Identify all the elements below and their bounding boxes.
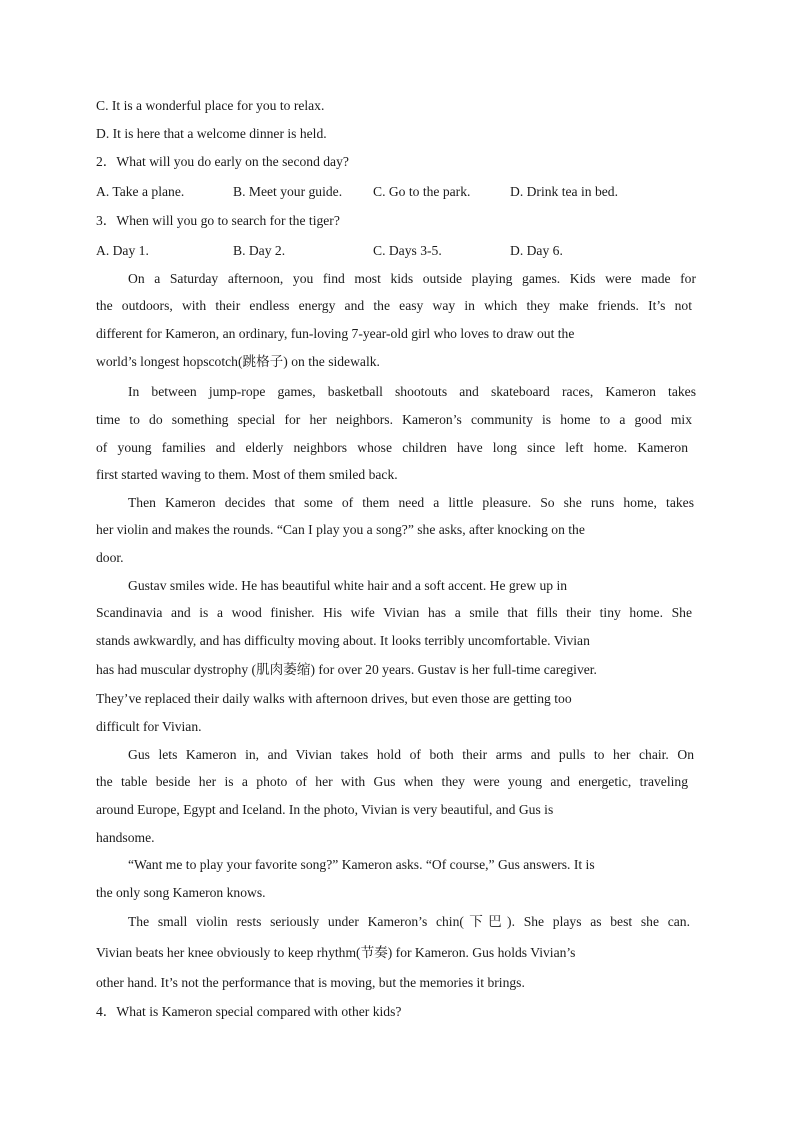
q1-option-d: D. It is here that a welcome dinner is held. — [96, 126, 327, 141]
passage-p4-line1: Gustav smiles wide. He has beautiful white hair and a soft accent. He grew up in — [128, 578, 568, 593]
q4-stem: 4．What is Kameron special compared with other kids? — [96, 1004, 402, 1019]
q2-options — [96, 182, 696, 202]
q3-stem: 3．When will you go to search for the tiger? — [96, 213, 340, 228]
q2-stem: 2．What will you do early on the second day? — [96, 154, 349, 169]
q3-option-a: A. Day 1. — [96, 243, 149, 258]
passage-p7-line2: Vivian beats her knee obviously to keep rhythm(节奏) for Kameron. Gus holds Vivian’s — [96, 945, 576, 960]
passage-p6-line1: “Want me to play your favorite song?” Kameron asks. “Of course,” Gus answers. It is — [128, 857, 595, 872]
passage-p3-line1: Then Kameron decides that some of them need a little pleasure. So she runs home, takes — [128, 495, 694, 510]
passage-p4-line2: Scandinavia and is a wood finisher. His wife Vivian has a smile that fills their tiny home. She — [96, 605, 692, 620]
q2-option-a: A. Take a plane. — [96, 184, 185, 199]
q1-option-c: C. It is a wonderful place for you to relax. — [96, 98, 325, 113]
q2-option-b: B. Meet your guide. — [233, 184, 343, 199]
passage-p4-line4: has had muscular dystrophy (肌肉萎缩) for over 20 years. Gustav is her full-time caregiver. — [96, 662, 597, 677]
passage-p6-line2: the only song Kameron knows. — [96, 885, 266, 900]
q2-option-c: C. Go to the park. — [373, 184, 471, 199]
q3-option-d: D. Day 6. — [510, 243, 563, 258]
passage-p7-line1: The small violin rests seriously under Kameron’s chin(下巴). She plays as best she can. — [128, 914, 690, 929]
passage-p3-line2: her violin and makes the rounds. “Can I play you a song?” she asks, after knocking on the — [96, 522, 585, 537]
passage-p5-line2: the table beside her is a photo of her with Gus when they were young and energetic, traveling — [96, 774, 688, 789]
passage-p1-line2: the outdoors, with their endless energy and the easy way in which they make friends. It’s not — [96, 298, 692, 313]
q2-option-d: D. Drink tea in bed. — [510, 184, 618, 199]
passage-p5-line1: Gus lets Kameron in, and Vivian takes hold of both their arms and pulls to her chair. On — [128, 747, 694, 762]
passage-p5-line3: around Europe, Egypt and Iceland. In the photo, Vivian is very beautiful, and Gus is — [96, 802, 554, 817]
passage-p3-line3: door. — [96, 550, 124, 565]
passage-p2-line4: first started waving to them. Most of them smiled back. — [96, 467, 398, 482]
passage-p2-line3: of young families and elderly neighbors whose children have long since left home. Kameron — [96, 440, 688, 455]
q3-option-b: B. Day 2. — [233, 243, 286, 258]
passage-p4-line5: They’ve replaced their daily walks with afternoon drives, but even those are getting too — [96, 691, 572, 706]
passage-p1-line4: world’s longest hopscotch(跳格子) on the sidewalk. — [96, 354, 380, 369]
passage-p2-line1: In between jump-rope games, basketball shootouts and skateboard races, Kameron takes — [128, 384, 696, 399]
passage-p7-line3: other hand. It’s not the performance that is moving, but the memories it brings. — [96, 975, 525, 990]
q3-option-c: C. Days 3-5. — [373, 243, 442, 258]
passage-p4-line3: stands awkwardly, and has difficulty moving about. It looks terribly uncomfortable. Vivian — [96, 633, 590, 648]
passage-p2-line2: time to do something special for her neighbors. Kameron’s community is home to a good mix — [96, 412, 692, 427]
passage-p1-line3: different for Kameron, an ordinary, fun-loving 7-year-old girl who loves to draw out the — [96, 326, 575, 341]
passage-p5-line4: handsome. — [96, 830, 155, 845]
passage-p1-line1: On a Saturday afternoon, you find most kids outside playing games. Kids were made for — [128, 271, 696, 286]
passage-p4-line6: difficult for Vivian. — [96, 719, 202, 734]
q3-options — [96, 241, 696, 261]
